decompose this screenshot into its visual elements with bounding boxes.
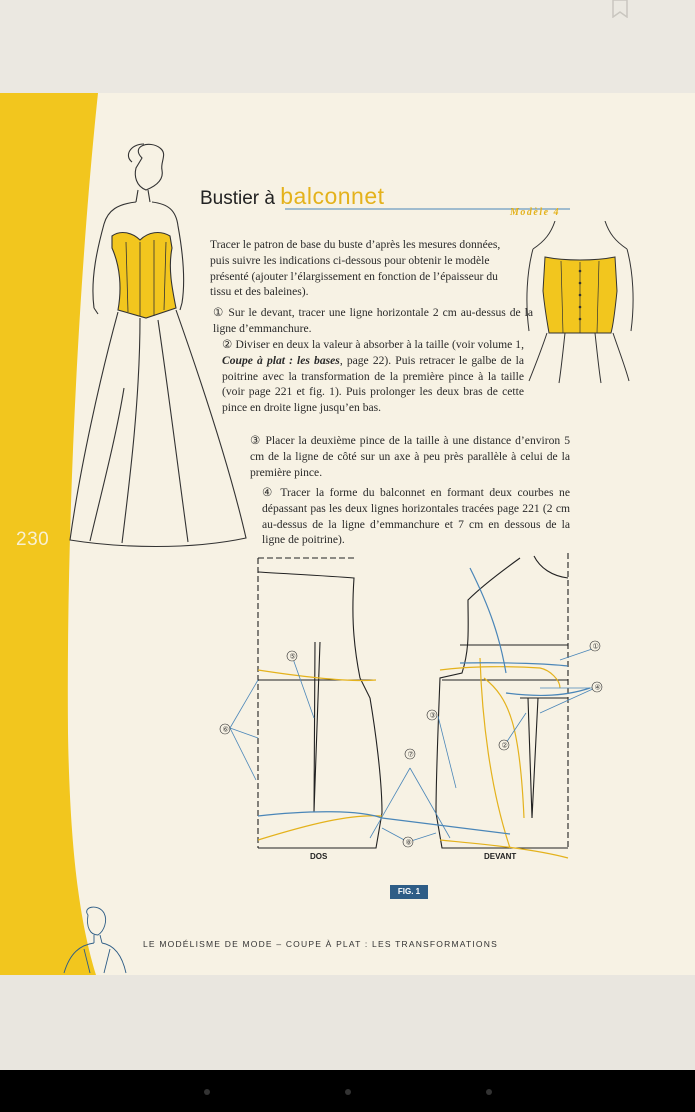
page-footer: LE MODÉLISME DE MODE – COUPE À PLAT : LES TRANSFORMATIONS bbox=[143, 939, 498, 949]
callout-5: ⑤ bbox=[289, 653, 296, 661]
footer-sketch-figure bbox=[60, 905, 130, 975]
page-title bbox=[200, 183, 385, 210]
callout-4: ④ bbox=[594, 684, 601, 692]
callout-8: ⑧ bbox=[405, 839, 412, 847]
reader-bottom-area bbox=[0, 975, 695, 1070]
callout-3: ③ bbox=[429, 712, 436, 720]
model-label: Modèle 4 bbox=[510, 207, 561, 218]
callout-2: ② bbox=[501, 742, 508, 750]
bustier-back-illustration bbox=[525, 221, 635, 391]
pattern-diagram bbox=[210, 548, 610, 873]
nav-home-icon[interactable] bbox=[345, 1089, 351, 1095]
step-4-paragraph: ④ Tracer la forme du balconnet en formant deux courbes ne dépassant pas les deux lignes horizontales tracées page 221 (2 cm au-dessus de la ligne d’emmanchure et 7 cm en dessous de la ligne de poitrine). bbox=[262, 486, 570, 547]
bookmark-icon[interactable] bbox=[612, 0, 628, 18]
reader-top-bar bbox=[0, 0, 695, 93]
step-2-paragraph bbox=[222, 337, 524, 416]
figure-label: FIG. 1 bbox=[390, 885, 428, 899]
nav-back-icon[interactable] bbox=[204, 1089, 210, 1095]
step-2-text-b: , page 22). Puis retracer le galbe de la poitrine avec la transformation de la première pince à la taille (voir page 221 et fig. 1). Puis prolonger les deux bras de cette pince en droite ligne jusqu’en bas. bbox=[222, 353, 524, 415]
pattern-front-label: DEVANT bbox=[484, 852, 517, 861]
callout-7: ⑦ bbox=[407, 751, 414, 759]
nav-recent-icon[interactable] bbox=[486, 1089, 492, 1095]
step-2-reference: Coupe à plat : les bases bbox=[222, 353, 340, 367]
title-accent: balconnet bbox=[280, 183, 385, 209]
book-page bbox=[0, 93, 695, 975]
page-number: 230 bbox=[16, 529, 50, 550]
step-1-paragraph: ① Sur le devant, tracer une ligne horizontale 2 cm au-dessus de la ligne d’emmanchure. bbox=[213, 306, 533, 335]
title-prefix: Bustier à bbox=[200, 188, 275, 209]
step-3-paragraph: ③ Placer la deuxième pince de la taille à une distance d’environ 5 cm de la ligne de côté sur un axe à peu près parallèle à celui de la première pince. bbox=[250, 434, 570, 479]
callout-6: ⑥ bbox=[222, 726, 229, 734]
pattern-back-label: DOS bbox=[310, 852, 328, 861]
intro-paragraph: Tracer le patron de base du buste d’après les mesures données, puis suivre les indications ci-dessous pour obtenir le modèle présenté (ajouter l’élargissement en fonction de l’épaisseur du tissu et des baleines). bbox=[210, 238, 501, 299]
callout-1: ① bbox=[592, 643, 599, 651]
step-2-text-a: ② Diviser en deux la valeur à absorber à la taille (voir volume 1, bbox=[222, 338, 524, 351]
